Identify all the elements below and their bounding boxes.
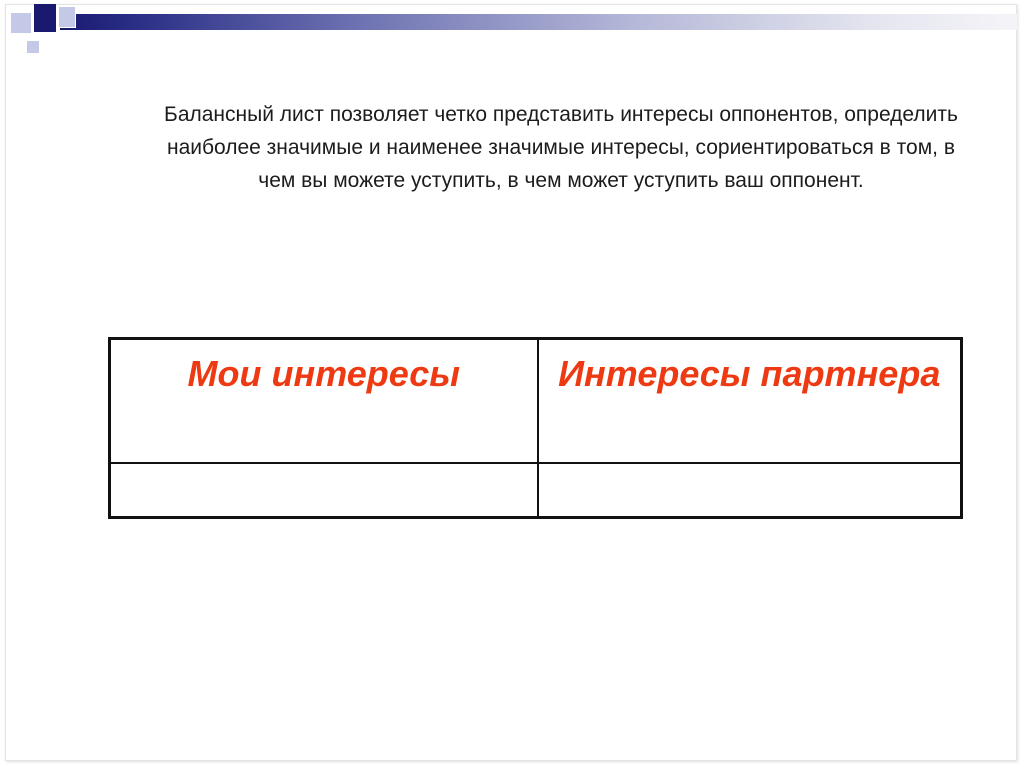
header-partner-interests: Интересы партнера: [538, 339, 962, 464]
table-row: [110, 463, 962, 518]
navy-square-decoration: [34, 4, 56, 32]
header-my-interests: Мои интересы: [110, 339, 538, 464]
lavender-square-decoration: [10, 12, 32, 34]
balance-sheet-table: [108, 337, 963, 519]
intro-paragraph: Балансный лист позволяет четко представить интересы оппонентов, определить наиболее значимые и наименее значимые интересы, сориентироваться в том, в чем вы можете уступить, в чем может уступить ваш оппонент.: [164, 103, 958, 192]
table-cell-my-interests: [110, 463, 538, 518]
title-bar-decoration: [60, 14, 1017, 30]
lavender-square-decoration: [26, 40, 40, 54]
table-header-row: [110, 339, 962, 464]
table-cell-partner-interests: [538, 463, 962, 518]
lavender-square-decoration: [58, 6, 76, 28]
